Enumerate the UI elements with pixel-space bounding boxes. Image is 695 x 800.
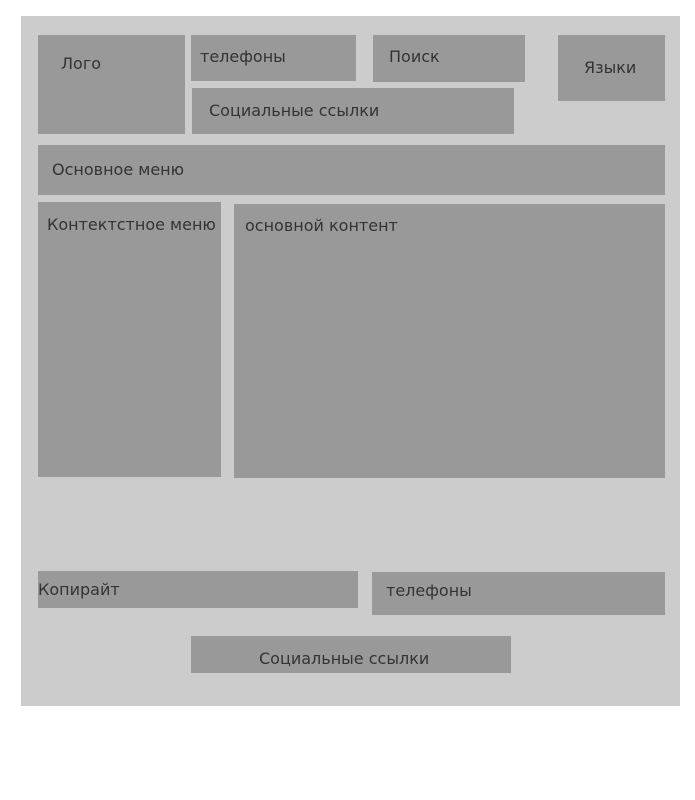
context-menu-label: Контектстное меню (47, 215, 216, 234)
main-menu-label: Основное меню (52, 160, 185, 179)
languages-block (558, 35, 665, 101)
main-content-label: основной контент (245, 216, 398, 235)
copyright-label: Копирайт (38, 580, 120, 599)
footer-phones-block (372, 572, 665, 615)
header-phones-block (191, 35, 356, 81)
main-menu-block (38, 145, 665, 195)
copyright-block (38, 571, 358, 608)
footer-social-links-block (191, 636, 511, 673)
logo-label: Лого (61, 54, 102, 73)
languages-label: Языки (584, 58, 637, 77)
search-block (373, 35, 525, 82)
search-label: Поиск (389, 47, 440, 66)
footer-phones-label: телефоны (386, 581, 472, 600)
logo-block (38, 35, 185, 134)
header-social-links-label: Социальные ссылки (209, 101, 380, 120)
header-social-links-block (192, 88, 514, 134)
context-menu-block (38, 202, 221, 477)
header-phones-label: телефоны (200, 47, 286, 66)
main-content-block (234, 204, 665, 478)
footer-social-links-label: Социальные ссылки (259, 649, 430, 668)
